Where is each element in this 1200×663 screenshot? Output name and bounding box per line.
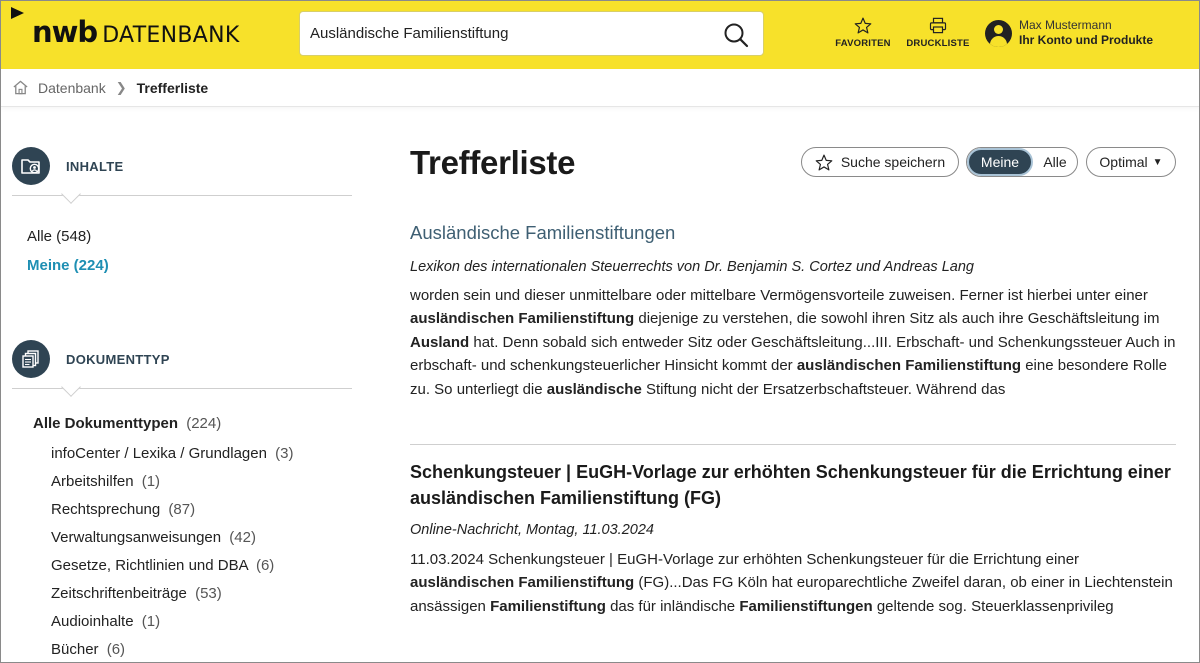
star-icon [854, 17, 872, 34]
facet-item-count: (87) [168, 501, 196, 518]
result-snippet: 11.03.2024 Schenkungsteuer | EuGH-Vorlage zur erhöhten Schenkungsteuer für die Errichtung einer ausländischen Familienstiftung (FG)...Das FG Köln hat europarechtliche Zweifel daran, ob einer in Liechtenstein ansässigen Familienstiftung das für inländische Familienstiftungen geltende sog. Steuerklassenprivileg [410, 551, 1173, 615]
print-list-label: DRUCKLISTE [906, 38, 970, 49]
facet-item-label: Zeitschriftenbeiträge [51, 585, 187, 602]
search-icon[interactable] [723, 22, 749, 48]
facet-dokumenttyp-header[interactable] [12, 340, 170, 378]
search-box [299, 11, 764, 56]
result-snippet: worden sein und dieser unmittelbare oder mittelbare Vermögensvorteile zuweisen. Ferner ist hierbei unter einer ausländischen Familienstiftung diejenige zu verstehen, die sowohl ihren Sitz als auch ihre Geschäftsleitung im Ausland hat. Denn sobald sich entweder Sitz oder Geschäftsleitung...III. Erbschaft- und Schenkungssteuer Auch in erbschaft- und schenkungsteuerlicher Hinsicht kommt der ausländischen Familienstiftung eine besondere Rolle zu. So unterliegt die ausländische Stiftung nicht der Ersatzerbschaftsteuer. Während das [410, 287, 1176, 398]
facet-item-count: (6) [255, 557, 275, 574]
documents-icon [12, 340, 50, 378]
favorites-button[interactable] [833, 17, 893, 49]
facet-item-arbeitshilfen[interactable] [51, 473, 160, 490]
facet-item-label: Verwaltungsanweisungen [51, 529, 222, 546]
breadcrumb-current: Trefferliste [136, 79, 209, 96]
facet-notch-icon [61, 377, 81, 397]
facet-item-alle[interactable]: Alle (548) [27, 228, 92, 245]
star-icon [815, 154, 833, 171]
print-list-button[interactable] [903, 17, 973, 49]
toggle-meine[interactable]: Meine [967, 148, 1033, 176]
logo-light-text: DATENBANK [102, 23, 240, 48]
facet-item-count: (224) [186, 415, 222, 432]
facet-item-buecher[interactable] [51, 641, 125, 658]
facet-item-meine[interactable]: Meine (224) [27, 257, 109, 274]
result-item [410, 459, 1176, 618]
favorites-label: FAVORITEN [835, 38, 891, 49]
highlight-term: ausländischen Familienstiftung [410, 574, 635, 592]
facet-item-rechtsprechung[interactable] [51, 501, 195, 518]
result-item [410, 221, 1176, 401]
toggle-alle[interactable]: Alle [1043, 154, 1067, 170]
facet-item-label: Bücher [51, 641, 99, 658]
filter-sidebar [1, 108, 361, 663]
highlight-term: Familienstiftungen [739, 597, 873, 615]
sort-label: Optimal [1099, 154, 1148, 170]
printer-icon [929, 17, 947, 34]
sort-dropdown[interactable] [1086, 147, 1176, 177]
facet-notch-icon [61, 184, 81, 204]
scope-toggle [966, 147, 1078, 177]
corner-flag-icon [11, 7, 24, 19]
facet-item-infocenter[interactable] [51, 445, 293, 462]
facet-inhalte-title: INHALTE [66, 158, 124, 174]
facet-item-label: infoCenter / Lexika / Grundlagen [51, 445, 267, 462]
result-source: Lexikon des internationalen Steuerrechts von Dr. Benjamin S. Cortez und Andreas Lang [410, 259, 974, 275]
highlight-term: ausländischen Familienstiftung [410, 310, 635, 328]
save-search-button[interactable] [801, 147, 959, 177]
facet-item-count: (1) [141, 473, 161, 490]
result-title[interactable]: Schenkungsteuer | EuGH-Vorlage zur erhöhten Schenkungsteuer für die Errichtung einer ausländischen Familienstiftung (FG) [410, 462, 1171, 508]
highlight-term: ausländische [546, 380, 642, 398]
account-link[interactable]: Ihr Konto und Produkte [1019, 33, 1153, 47]
highlight-term: ausländischen Familienstiftung [796, 357, 1022, 375]
result-divider [410, 444, 1176, 445]
nwb-logo[interactable] [32, 15, 240, 49]
facet-item-label: Audioinhalte [51, 613, 134, 630]
search-input[interactable] [310, 12, 710, 55]
highlight-term: Ausland [410, 333, 470, 351]
facet-item-audioinhalte[interactable] [51, 613, 160, 630]
facet-item-gesetze[interactable] [51, 557, 274, 574]
top-header [1, 1, 1200, 69]
user-name: Max Mustermann [1019, 18, 1112, 32]
chevron-right-icon: ❯ [115, 79, 127, 95]
facet-dokumenttyp-title: DOKUMENTTYP [66, 351, 170, 367]
account-menu[interactable] [985, 18, 1153, 48]
facet-item-label: Gesetze, Richtlinien und DBA [51, 557, 248, 574]
logo-bold-text: nwb [32, 15, 98, 49]
facet-item-label: Rechtsprechung [51, 501, 161, 518]
facet-item-label: Arbeitshilfen [51, 473, 134, 490]
save-search-label: Suche speichern [840, 154, 946, 170]
facet-item-zeitschriftenbeitraege[interactable] [51, 585, 222, 602]
facet-item-count: (3) [275, 445, 294, 462]
facet-inhalte-header[interactable] [12, 147, 123, 185]
result-title[interactable]: Ausländische Familienstiftungen [410, 222, 676, 243]
breadcrumb [1, 69, 1200, 107]
page-title: Trefferliste [410, 144, 576, 181]
facet-item-verwaltungsanweisungen[interactable] [51, 529, 256, 546]
highlight-term: Familienstiftung [490, 597, 606, 615]
home-icon[interactable] [12, 79, 29, 96]
facet-item-alle-dokumenttypen[interactable] [33, 415, 221, 432]
facet-item-count: (1) [141, 613, 161, 630]
caret-down-icon: ▼ [1152, 156, 1163, 168]
folder-user-icon [12, 147, 50, 185]
result-source: Online-Nachricht, Montag, 11.03.2024 [410, 522, 654, 538]
facet-item-label: Alle Dokumenttypen [33, 415, 179, 432]
breadcrumb-datenbank[interactable]: Datenbank [38, 79, 106, 96]
facet-item-count: (42) [229, 529, 256, 546]
facet-item-count: (6) [106, 641, 126, 658]
facet-item-count: (53) [195, 585, 222, 602]
user-avatar-icon [985, 20, 1012, 47]
